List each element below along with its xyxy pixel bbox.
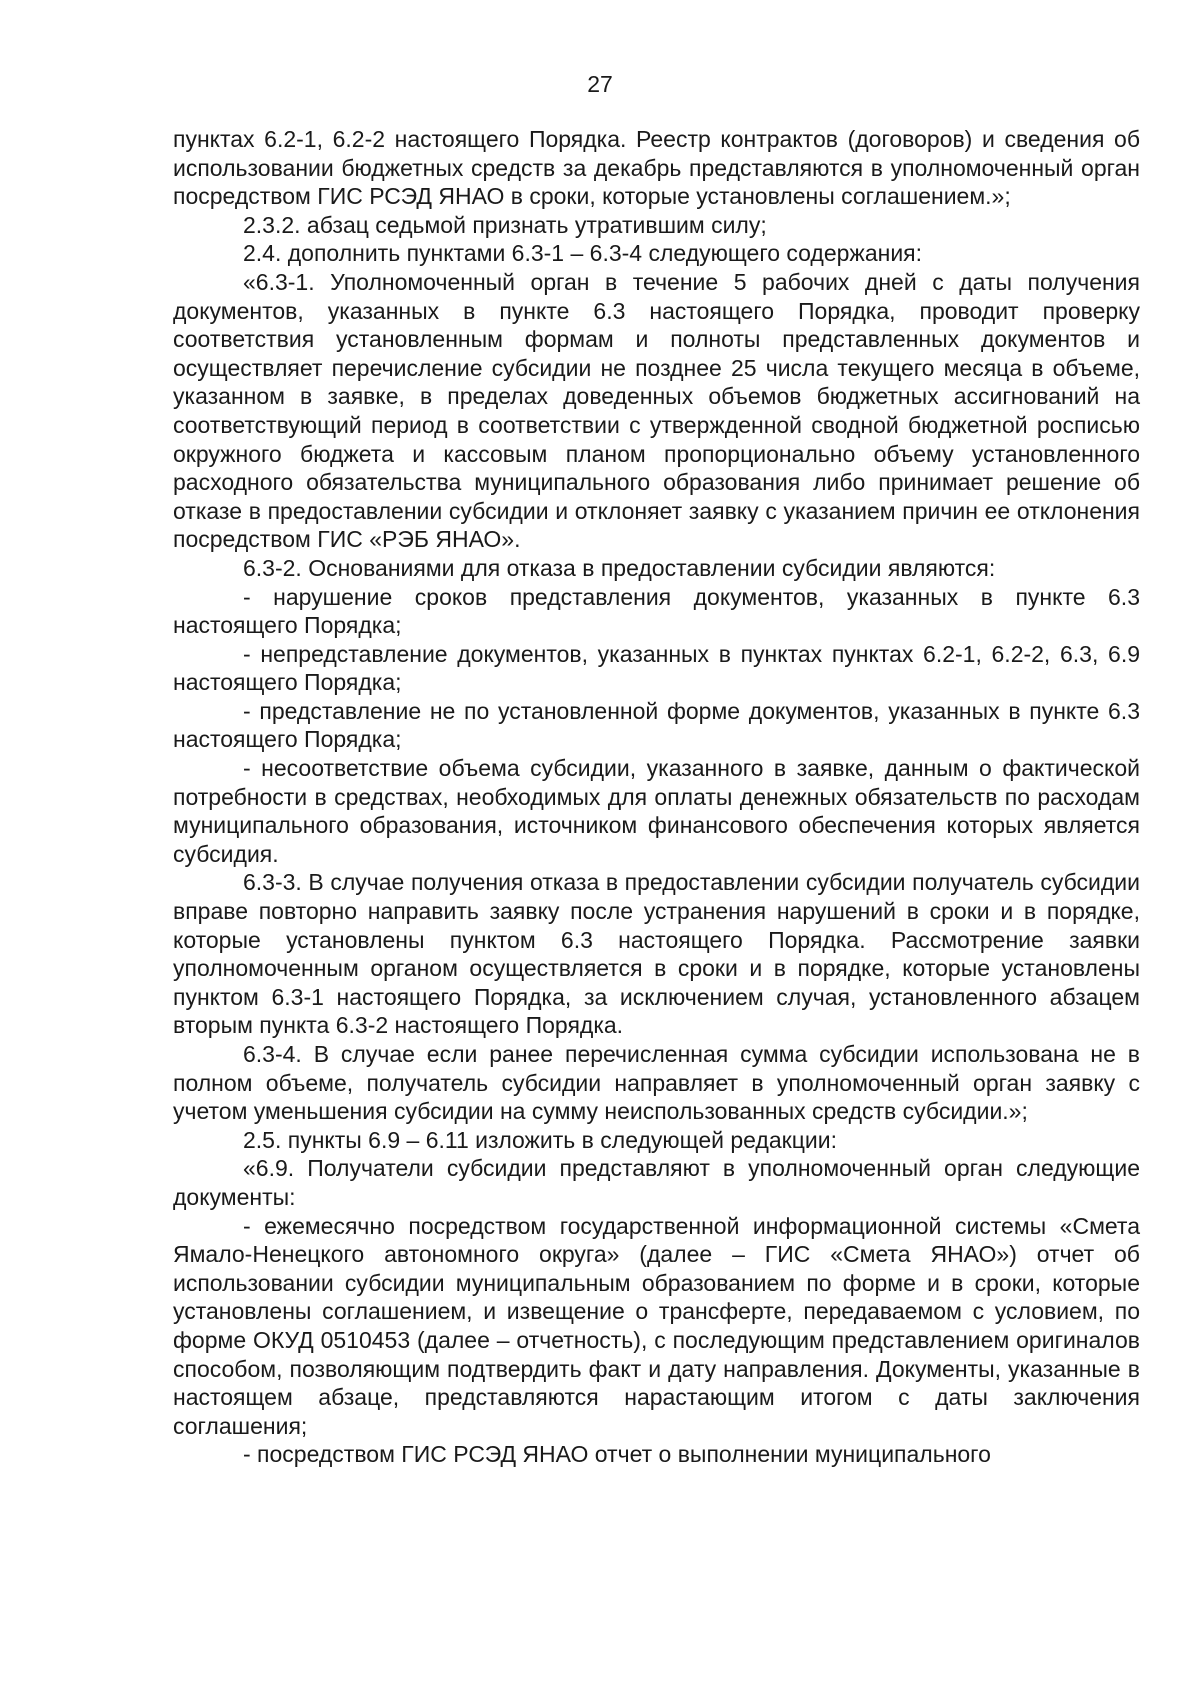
list-item-rsed-report: - посредством ГИС РСЭД ЯНАО отчет о выполнении муниципального [243, 1441, 991, 1468]
list-item-monthly-report: - ежемесячно посредством государственной информационной системы «Смета Ямало-Ненецкого автономного округа» (далее – ГИС «Смета ЯНАО») отчет об использовании субсидии муниципальным образованием по форме и в сроки, которые установлены соглашением, и извещение о трансферте, передаваемом с условием, по форме ОКУД 0510453 (далее – отчетность), с последующим представлением оригиналов способом, позволяющим подтвердить факт и дату направления. Документы, указанные в настоящем абзаце, представляются нарастающим итогом с даты заключения соглашения; [173, 1212, 1140, 1439]
paragraph-2-4: 2.4. дополнить пунктами 6.3-1 – 6.3-4 следующего содержания: [243, 240, 923, 267]
paragraph-2-3-2: 2.3.2. абзац седьмой признать утратившим силу; [243, 211, 767, 238]
paragraph-6-3-2: 6.3-2. Основаниями для отказа в предоставлении субсидии являются: [243, 554, 996, 581]
paragraph-6-3-1: «6.3-1. Уполномоченный орган в течение 5 рабочих дней с даты получения документов, указанных в пункте 6.3 настоящего Порядка, проводит проверку соответствия установленным формам и полноты представленных документов и осуществляет перечисление субсидии не позднее 25 числа текущего месяца в объеме, указанном в заявке, в пределах доведенных объемов бюджетных ассигнований на соответствующий период в соответствии с утвержденной сводной бюджетной росписью окружного бюджета и кассовым планом пропорционально объему установленного расходного обязательства муниципального образования либо принимает решение об отказе в предоставлении субсидии и отклоняет заявку с указанием причин ее отклонения посредством ГИС «РЭБ ЯНАО». [173, 268, 1140, 553]
list-item-volume-mismatch: - несоответствие объема субсидии, указанного в заявке, данным о фактической потребности в средствах, необходимых для оплаты денежных обязательств по расходам муниципального образования, источником финансового обеспечения которых является субсидия. [173, 755, 1140, 867]
paragraph-continuation-reestr: пунктах 6.2-1, 6.2-2 настоящего Порядка. Реестр контрактов (договоров) и сведения об использовании бюджетных средств за декабрь представляются в уполномоченный орган посредством ГИС РСЭД ЯНАО в сроки, которые установлены соглашением.»; [173, 126, 1140, 210]
page-number: 27 [587, 71, 613, 97]
list-item-deadline-violation: - нарушение сроков представления документов, указанных в пункте 6.3 настоящего Порядка; [173, 583, 1140, 639]
list-item-non-submission: - непредставление документов, указанных в пунктах пунктах 6.2-1, 6.2-2, 6.3, 6.9 настоящего Порядка; [173, 640, 1140, 696]
paragraph-2-5: 2.5. пункты 6.9 – 6.11 изложить в следующей редакции: [243, 1126, 837, 1153]
list-item-wrong-form: - представление не по установленной форме документов, указанных в пункте 6.3 настоящего Порядка; [173, 697, 1140, 753]
paragraph-6-3-3: 6.3-3. В случае получения отказа в предоставлении субсидии получатель субсидии вправе повторно направить заявку после устранения нарушений в сроки и в порядке, которые установлены пунктом 6.3 настоящего Порядка. Рассмотрение заявки уполномоченным органом осуществляется в сроки и в порядке, которые установлены пунктом 6.3-1 настоящего Порядка, за исключением случая, установленного абзацем вторым пункта 6.3-2 настоящего Порядка. [173, 869, 1140, 1039]
paragraph-6-9: «6.9. Получатели субсидии представляют в уполномоченный орган следующие документы: [173, 1155, 1140, 1210]
document-body [173, 125, 1140, 1469]
paragraph-6-3-4: 6.3-4. В случае если ранее перечисленная сумма субсидии использована не в полном объеме, получатель субсидии направляет в уполномоченный орган заявку с учетом уменьшения субсидии на сумму неиспользованных средств субсидии.»; [173, 1041, 1140, 1125]
